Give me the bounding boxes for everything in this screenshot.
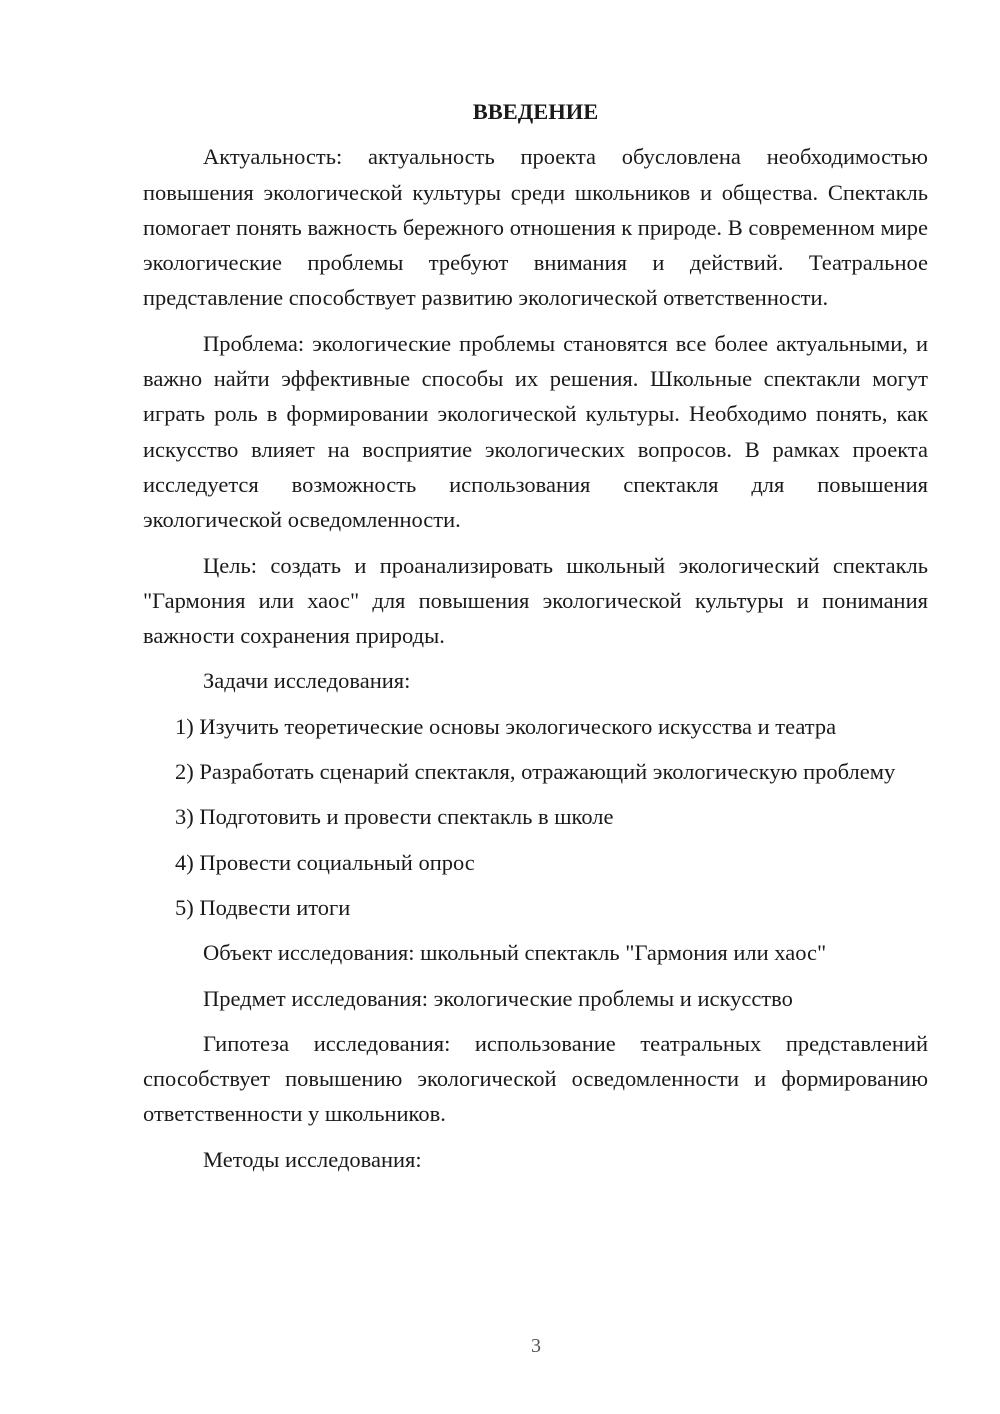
task-item: 5) Подвести итоги: [175, 894, 351, 920]
object-paragraph: Объект исследования: школьный спектакль "Гармония или хаос": [203, 940, 827, 966]
page-number: 3: [531, 1335, 541, 1357]
tasks-heading: Задачи исследования:: [203, 668, 411, 694]
task-item: 1) Изучить теоретические основы экологического искусства и театра: [175, 713, 837, 739]
page-content: [143, 94, 928, 1187]
subject-paragraph: Предмет исследования: экологические проблемы и искусство: [203, 985, 793, 1011]
relevance-paragraph: Актуальность: актуальность проекта обусловлена необходимостью повышения экологической культуры среди школьников и общества. Спектакль помогает понять важность бережного отношения к природе. В современном мире экологические проблемы требуют внимания и действий. Театральное представление способствует развитию экологической ответственности.: [143, 144, 928, 311]
hypothesis-paragraph: Гипотеза исследования: использование театральных представлений способствует повышению экологической осведомленности и формированию ответственности у школьников.: [143, 1030, 928, 1127]
problem-paragraph: Проблема: экологические проблемы становятся все более актуальными, и важно найти эффективные способы их решения. Школьные спектакли могут играть роль в формировании экологической культуры. Необходимо понять, как искусство влияет на восприятие экологических вопросов. В рамках проекта исследуется возможность использования спектакля для повышения экологической осведомленности.: [143, 330, 928, 533]
methods-heading: Методы исследования:: [203, 1146, 422, 1172]
task-item: 3) Подготовить и провести спектакль в школе: [175, 804, 614, 830]
task-item: 4) Провести социальный опрос: [175, 849, 475, 875]
goal-paragraph: Цель: создать и проанализировать школьный экологический спектакль "Гармония или хаос" для повышения экологической культуры и понимания важности сохранения природы.: [143, 552, 928, 649]
task-item: 2) Разработать сценарий спектакля, отражающий экологическую проблему: [175, 759, 896, 785]
page-title: ВВЕДЕНИЕ: [472, 99, 599, 124]
